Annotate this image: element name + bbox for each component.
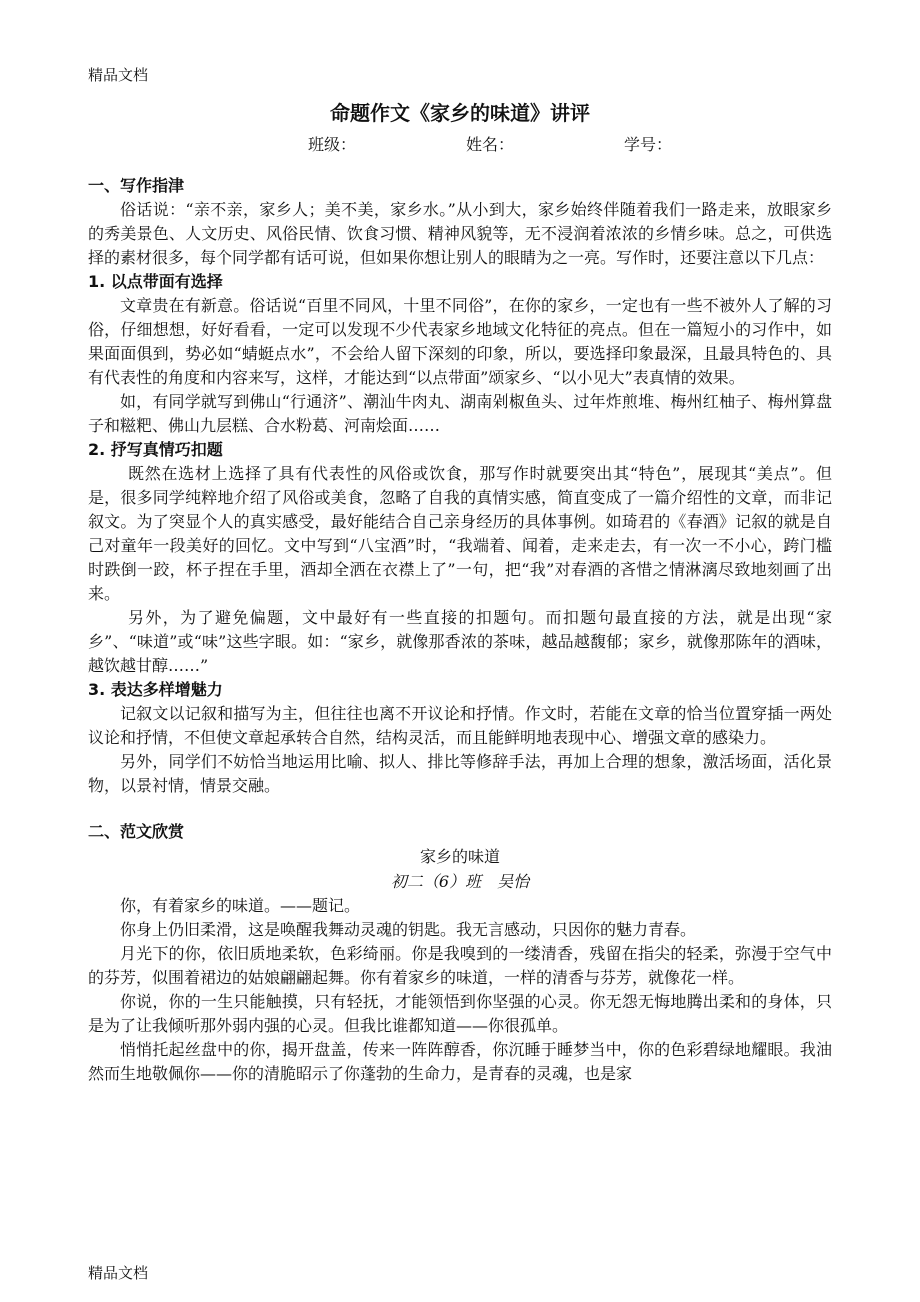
point-heading-2: 2. 抒写真情巧扣题 (88, 440, 223, 459)
paragraph: 既然在选材上选择了具有代表性的风俗或饮食，那写作时就要突出其“特色”，展现其“美点”。但是，很多同学纯粹地介绍了风俗或美食，忽略了自我的真情实感，简直变成了一篇介绍性的文章，而非记叙文。为了突显个人的真实感受，最好能结合自己亲身经历的具体事例。如琦君的《春酒》记叙的就是自己对童年一段美好的回忆。文中写到“八宝酒”时，“我端着、闻着，走来走去，有一次一不小心，跨门槛时跌倒一跤，杯子捏在手里，酒却全洒在衣襟上了”一句，把“我”对春酒的吝惜之情淋漓尽致地刻画了出来。 (88, 464, 832, 603)
page-footer-mark: 精品文档 (88, 1264, 149, 1282)
paragraph: 文章贵在有新意。俗话说“百里不同风，十里不同俗”，在你的家乡，一定也有一些不被外人了解的习俗，仔细想想，好好看看，一定可以发现不少代表家乡地域文化特征的亮点。但在一篇短小的习作中，如果面面俱到，势必如“蜻蜓点水”，不会给人留下深刻的印象，所以，要选择印象最深，且最具特色的、具有代表性的角度和内容来写，这样，才能达到“以点带面”颂家乡、“以小见大”表真情的效果。 (88, 296, 832, 387)
paragraph: 另外，为了避免偏题，文中最好有一些直接的扣题句。而扣题句最直接的方法，就是出现“家乡”、“味道”或“味”这些字眼。如：“家乡，就像那香浓的茶味，越品越馥郁；家乡，就像那陈年的酒味，越饮越甘醇……” (88, 608, 832, 675)
class-label: 班级： (307, 135, 356, 154)
paragraph: 俗话说：“亲不亲，家乡人；美不美，家乡水。”从小到大，家乡始终伴随着我们一路走来，放眼家乡的秀美景色、人文历史、风俗民情、饮食习惯、精神风貌等，无不浸润着浓浓的乡情乡味。总之，可供选择的素材很多，每个同学都有话可说，但如果你想让别人的眼睛为之一亮。写作时，还要注意以下几点： (88, 200, 832, 267)
point-heading-3: 3. 表达多样增魅力 (88, 680, 223, 699)
essay-paragraph: 你身上仍旧柔滑，这是唤醒我舞动灵魂的钥匙。我无言感动，只因你的魅力青春。 (120, 920, 697, 939)
name-label: 姓名： (465, 135, 514, 154)
section-spacer (88, 798, 832, 820)
student-info-line (148, 130, 832, 160)
essay-paragraph: 月光下的你，依旧质地柔软，色彩绮丽。你是我嗅到的一缕清香，残留在指尖的轻柔，弥漫于空气中的芬芳，似围着裙边的姑娘翩翩起舞。你有着家乡的味道，一样的清香与芬芳，就像花一样。 (88, 944, 832, 987)
essay-author: 初二（6）班 吴怡 (390, 872, 530, 891)
student-id-label: 学号： (624, 135, 673, 154)
paragraph: 另外，同学们不妨恰当地运用比喻、拟人、排比等修辞手法，再加上合理的想象，激活场面，活化景物，以景衬情，情景交融。 (88, 752, 832, 795)
section-heading-writing-guide: 一、写作指津 (88, 176, 185, 195)
essay-paragraph: 悄悄托起丝盘中的你，揭开盘盖，传来一阵阵醇香，你沉睡于睡梦当中，你的色彩碧绿地耀眼。我油然而生地敬佩你——你的清脆昭示了你蓬勃的生命力，是青春的灵魂，也是家 (88, 1040, 832, 1083)
paragraph: 如，有同学就写到佛山“行通济”、潮汕牛肉丸、湖南剁椒鱼头、过年炸煎堆、梅州红柚子、梅州算盘子和糍粑、佛山九层糕、合水粉葛、河南烩面…… (88, 392, 832, 435)
document-body (88, 96, 832, 1086)
page-header-mark: 精品文档 (88, 66, 149, 84)
essay-paragraph: 你，有着家乡的味道。——题记。 (120, 896, 361, 915)
section-heading-model-essay: 二、范文欣赏 (88, 822, 185, 841)
paragraph: 记叙文以记叙和描写为主，但往往也离不开议论和抒情。作文时，若能在文章的恰当位置穿插一两处议论和抒情，不但使文章起承转合自然，结构灵活，而且能鲜明地表现中心、增强文章的感染力。 (88, 704, 832, 747)
essay-paragraph: 你说，你的一生只能触摸，只有轻抚，才能领悟到你坚强的心灵。你无怨无悔地腾出柔和的身体，只是为了让我倾听那外弱内强的心灵。但我比谁都知道——你很孤单。 (88, 992, 832, 1035)
document-title: 命题作文《家乡的味道》讲评 (330, 101, 590, 125)
point-heading-1: 1. 以点带面有选择 (88, 272, 223, 291)
essay-title: 家乡的味道 (419, 847, 500, 866)
